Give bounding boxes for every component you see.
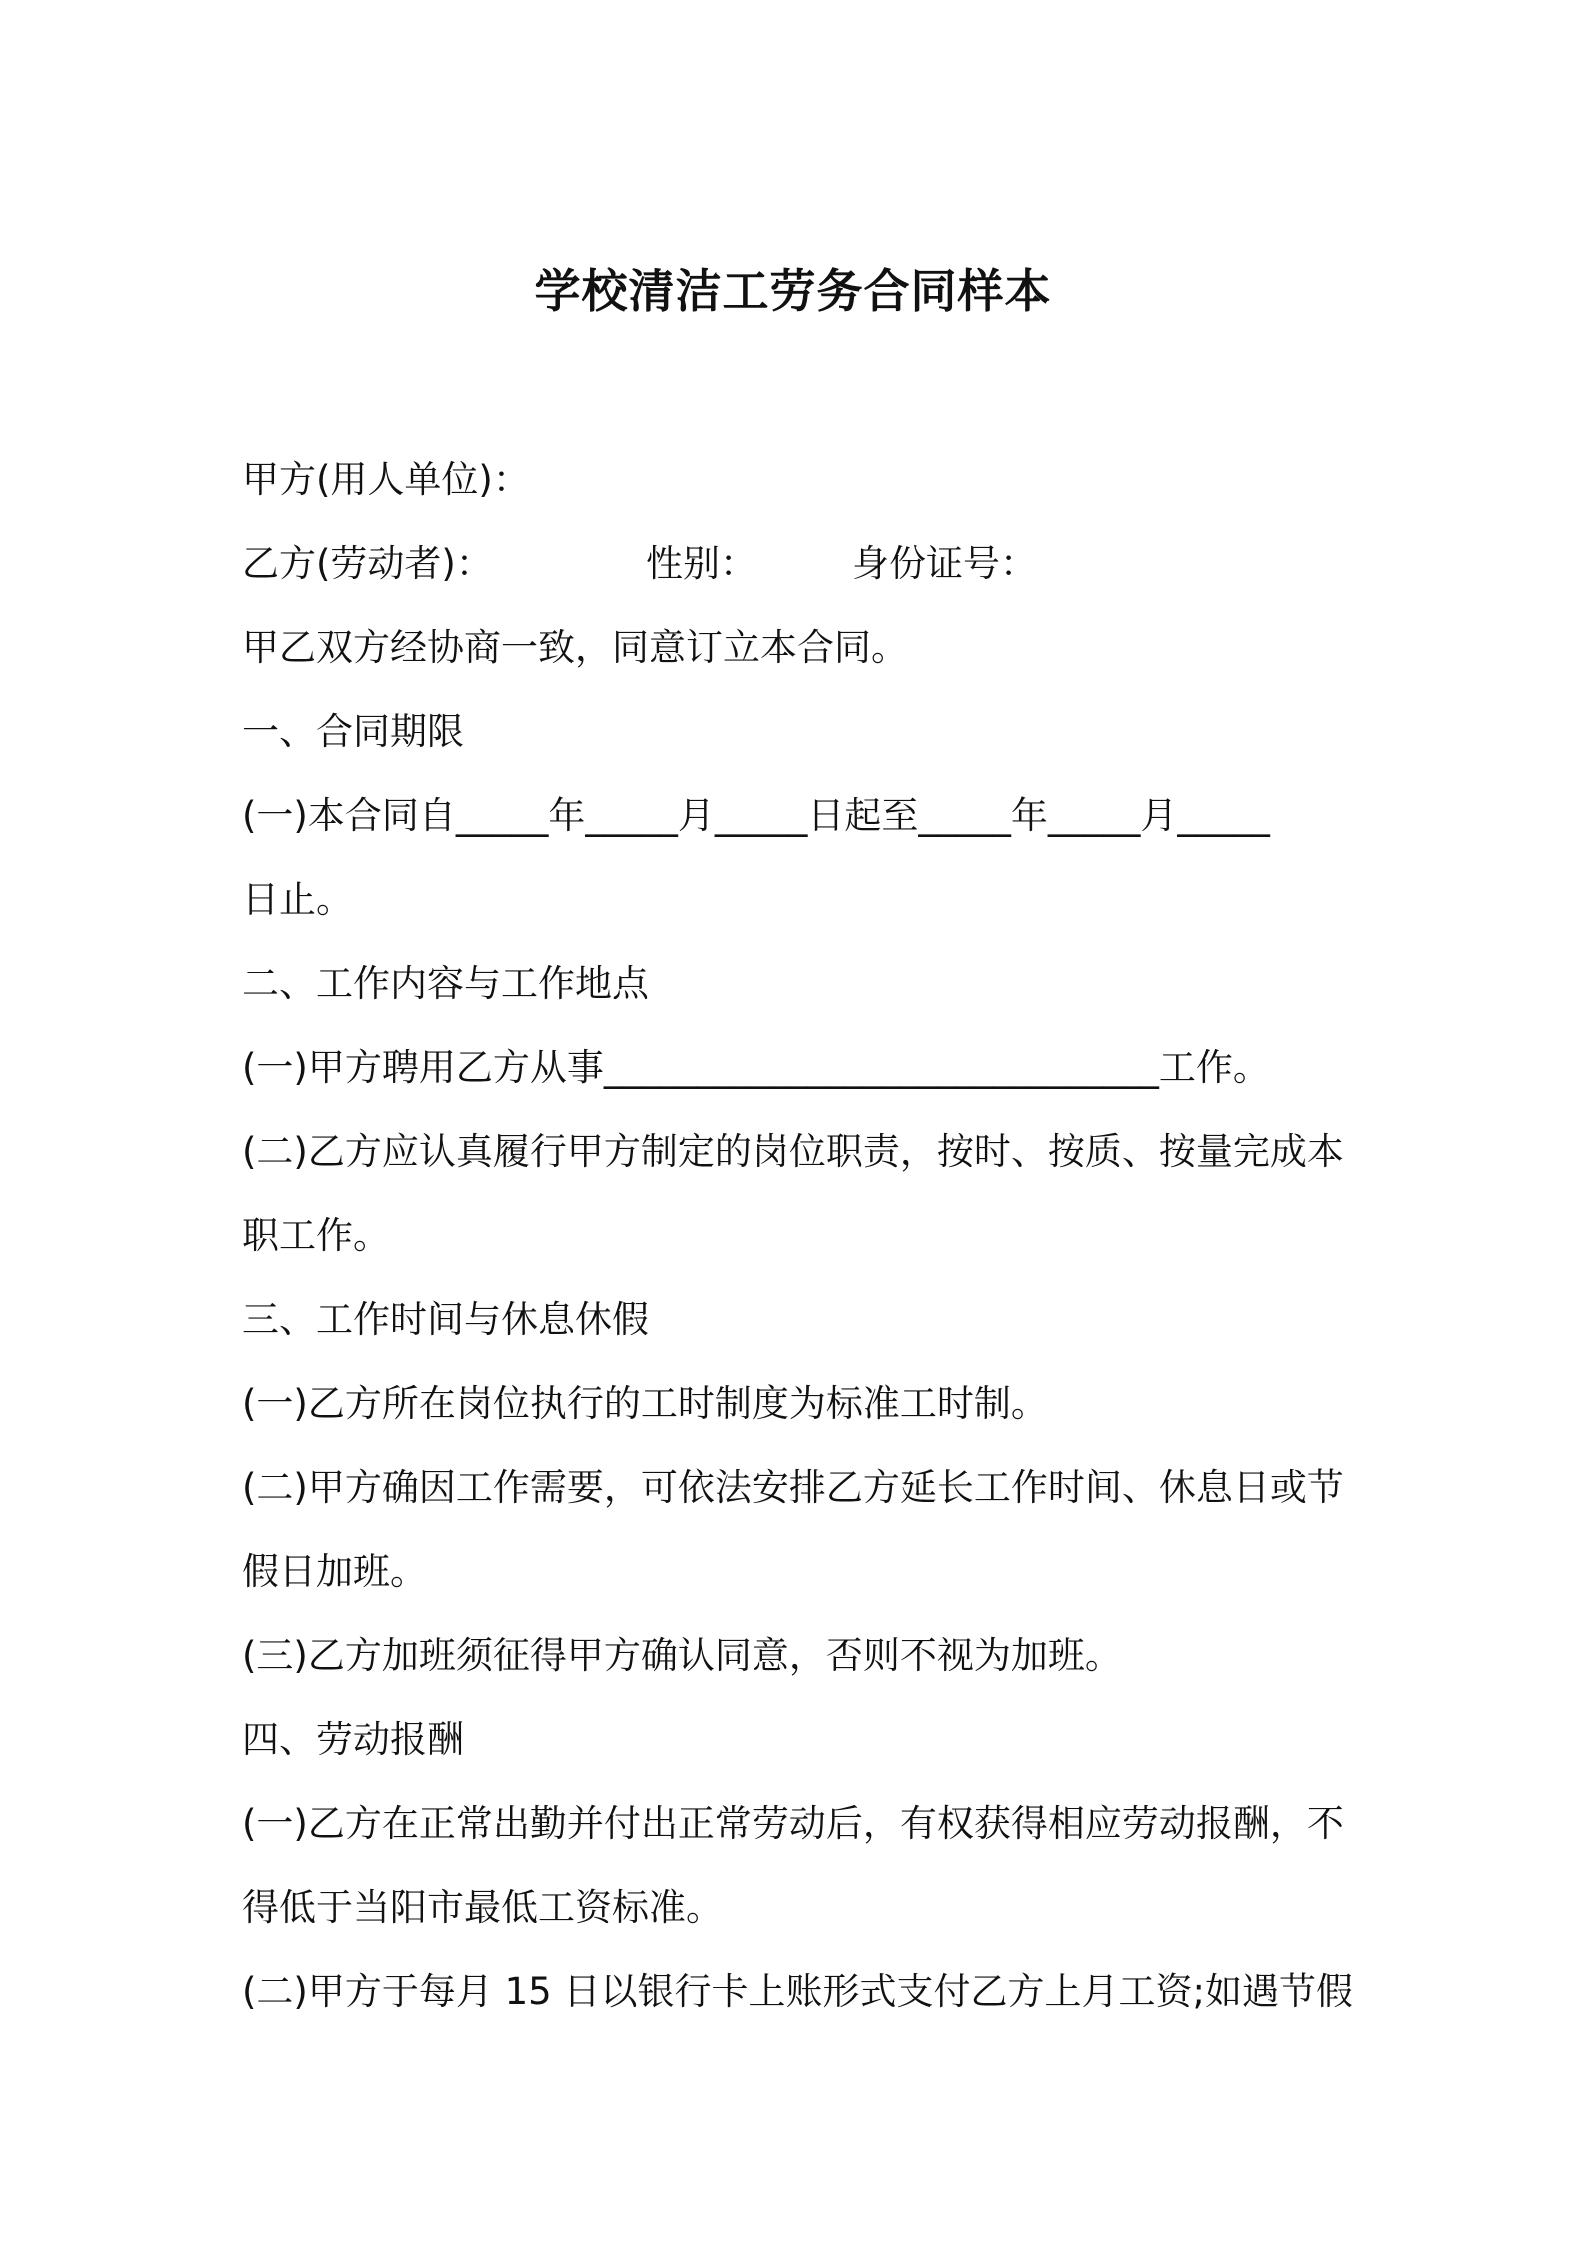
document-title: 学校清洁工劳务合同样本 [534,264,1052,318]
clause-3-1: (一)乙方所在岗位执行的工时制度为标准工时制。 [242,1382,1048,1425]
clause-2-1: (一)甲方聘用乙方从事______________________________工作。 [242,1046,1270,1089]
party-b-label: 乙方(劳动者)： [242,542,493,585]
agreement-statement: 甲乙双方经协商一致，同意订立本合同。 [242,626,908,669]
clause-2-2: (二)乙方应认真履行甲方制定的岗位职责，按时、按质、按量完成本 [242,1130,1344,1173]
clause-4-2: (二)甲方于每月 15 日以银行卡上账形式支付乙方上月工资;如遇节假 [242,1970,1353,2013]
clause-3-2-cont: 假日加班。 [242,1550,427,1593]
gender-label: 性别： [646,542,757,585]
clause-4-1-cont: 得低于当阳市最低工资标准。 [242,1886,723,1929]
section-heading-work: 二、工作内容与工作地点 [242,962,649,1005]
clause-1-1-cont: 日止。 [242,878,353,921]
clause-2-2-cont: 职工作。 [242,1214,390,1257]
party-a-line: 甲方(用人单位)： [242,458,530,501]
id-number-label: 身份证号： [852,542,1037,585]
clause-3-2: (二)甲方确因工作需要，可依法安排乙方延长工作时间、休息日或节 [242,1466,1344,1509]
section-heading-term: 一、合同期限 [242,710,464,753]
clause-4-1: (一)乙方在正常出勤并付出正常劳动后，有权获得相应劳动报酬，不 [242,1802,1344,1845]
section-heading-hours: 三、工作时间与休息休假 [242,1298,649,1341]
clause-3-3: (三)乙方加班须征得甲方确认同意，否则不视为加班。 [242,1634,1122,1677]
section-heading-pay: 四、劳动报酬 [242,1718,464,1761]
party-b-line [242,540,1142,588]
clause-1-1: (一)本合同自_____年_____月_____日起至_____年_____月_____ [242,794,1270,837]
